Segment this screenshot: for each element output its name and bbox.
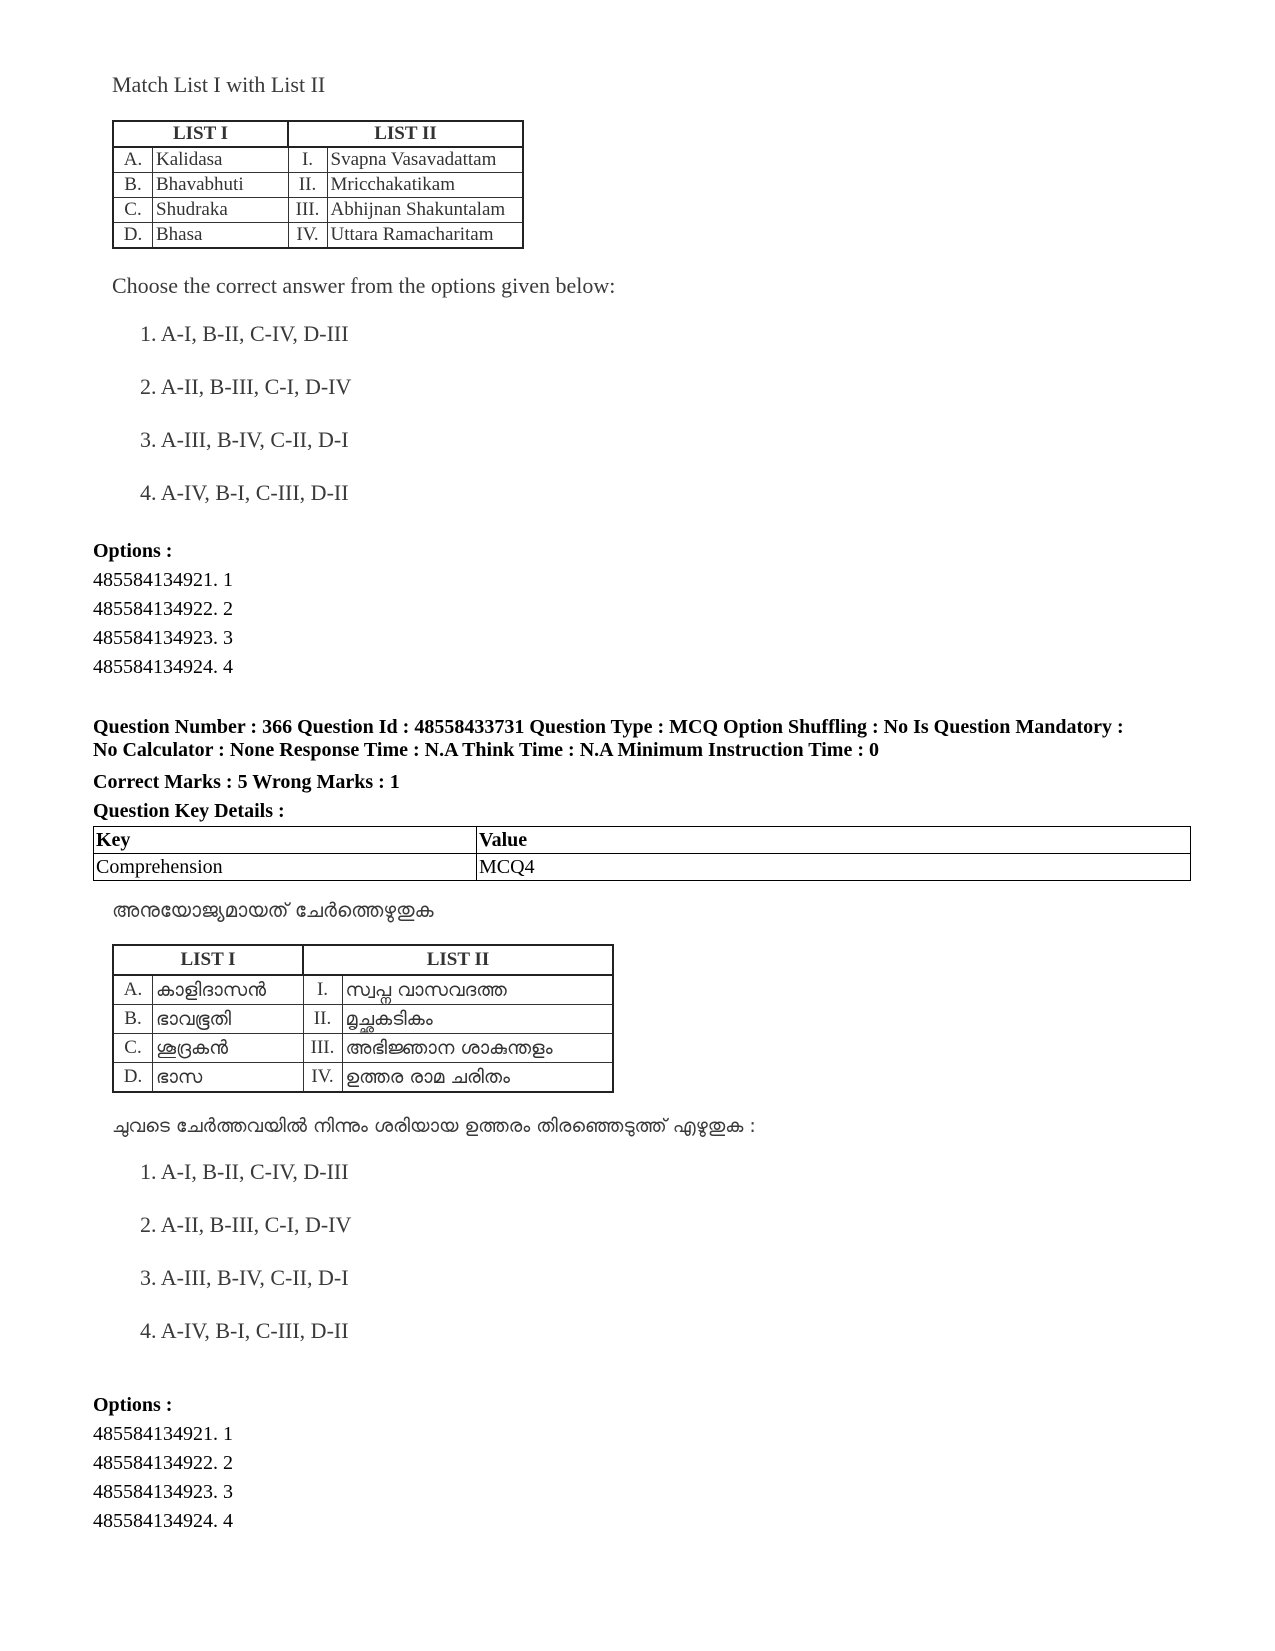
table-row xyxy=(113,1005,613,1034)
row-label: I. xyxy=(303,975,342,1005)
question-1-image xyxy=(100,72,615,533)
list-1-item: Kalidasa xyxy=(153,147,289,173)
row-label: B. xyxy=(113,1005,153,1034)
answer-choice: 4. A-IV, B-I, C-III, D-II xyxy=(140,480,349,505)
table-row xyxy=(113,1063,613,1093)
list-1-header: LIST I xyxy=(113,945,303,975)
option-item: 485584134924. 4 xyxy=(93,656,233,678)
option-item: 485584134924. 4 xyxy=(93,1510,233,1532)
value-cell: MCQ4 xyxy=(477,854,1191,881)
key-details-label: Question Key Details : xyxy=(93,800,285,822)
match-table xyxy=(112,944,614,1093)
list-1-item: ഭാവഭൂതി xyxy=(153,1005,304,1034)
row-label: B. xyxy=(113,173,153,198)
row-label: D. xyxy=(113,1063,153,1093)
option-item: 485584134923. 3 xyxy=(93,1481,233,1503)
row-label: II. xyxy=(303,1005,342,1034)
question-info-line-1: Question Number : 366 Question Id : 48558433731 Question Type : MCQ Option Shuffling : No Is Question Mandatory : xyxy=(93,716,1124,738)
answer-choice: 1. A-I, B-II, C-IV, D-III xyxy=(140,321,349,346)
list-1-item: Bhasa xyxy=(153,223,289,249)
answer-choice: 3. A-III, B-IV, C-II, D-I xyxy=(140,1265,349,1290)
row-label: III. xyxy=(288,198,327,223)
match-table xyxy=(112,120,524,249)
option-item: 485584134921. 1 xyxy=(93,1423,233,1445)
row-label: III. xyxy=(303,1034,342,1063)
list-2-item: സ്വപ്ന വാസവദത്ത xyxy=(342,975,613,1005)
option-item: 485584134921. 1 xyxy=(93,569,233,591)
options-label: Options : xyxy=(93,1394,173,1416)
row-label: I. xyxy=(288,147,327,173)
marks-line: Correct Marks : 5 Wrong Marks : 1 xyxy=(93,771,400,793)
answer-choice: 1. A-I, B-II, C-IV, D-III xyxy=(140,1159,349,1184)
list-2-item: Uttara Ramacharitam xyxy=(327,223,523,249)
option-item: 485584134923. 3 xyxy=(93,627,233,649)
list-2-item: Abhijnan Shakuntalam xyxy=(327,198,523,223)
options-label: Options : xyxy=(93,540,173,562)
table-row xyxy=(113,147,523,173)
key-header: Key xyxy=(94,827,477,854)
option-item: 485584134922. 2 xyxy=(93,1452,233,1474)
answer-choice: 2. A-II, B-III, C-I, D-IV xyxy=(140,1212,352,1237)
row-label: IV. xyxy=(288,223,327,249)
choose-instruction: ചുവടെ ചേർത്തവയിൽ നിന്നും ശരിയായ ഉത്തരം തിരഞ്ഞെടുത്ത് എഴുതുക : xyxy=(112,1115,756,1137)
table-row xyxy=(113,1034,613,1063)
table-row xyxy=(113,223,523,249)
row-label: A. xyxy=(113,975,153,1005)
question-heading: അനുയോജ്യമായത് ചേർത്തെഴുതുക xyxy=(112,898,434,922)
key-details-table xyxy=(93,826,1191,881)
key-cell: Comprehension xyxy=(94,854,477,881)
list-2-header: LIST II xyxy=(288,121,523,147)
list-1-item: Bhavabhuti xyxy=(153,173,289,198)
table-row xyxy=(113,975,613,1005)
table-row xyxy=(113,198,523,223)
question-2-options xyxy=(93,1391,1193,1536)
row-label: C. xyxy=(113,1034,153,1063)
list-1-item: ശൂദ്രകൻ xyxy=(153,1034,304,1063)
question-2-meta xyxy=(93,716,1193,881)
list-2-item: Svapna Vasavadattam xyxy=(327,147,523,173)
question-2-image xyxy=(100,898,756,1371)
list-2-item: അഭിജ്ഞാന ശാകുന്തളം xyxy=(342,1034,613,1063)
list-2-item: Mricchakatikam xyxy=(327,173,523,198)
question-info-line-2: No Calculator : None Response Time : N.A Think Time : N.A Minimum Instruction Time : 0 xyxy=(93,739,879,761)
row-label: IV. xyxy=(303,1063,342,1093)
answer-list xyxy=(140,1159,756,1371)
list-2-header: LIST II xyxy=(303,945,613,975)
table-row xyxy=(94,854,1191,881)
answer-choice: 2. A-II, B-III, C-I, D-IV xyxy=(140,374,352,399)
list-1-item: ഭാസ xyxy=(153,1063,304,1093)
list-1-item: Shudraka xyxy=(153,198,289,223)
answer-choice: 3. A-III, B-IV, C-II, D-I xyxy=(140,427,349,452)
row-label: D. xyxy=(113,223,153,249)
option-item: 485584134922. 2 xyxy=(93,598,233,620)
answer-list xyxy=(140,321,615,533)
list-2-item: മൃച്ഛകടികം xyxy=(342,1005,613,1034)
list-1-header: LIST I xyxy=(113,121,288,147)
list-2-item: ഉത്തര രാമ ചരിതം xyxy=(342,1063,613,1093)
row-label: C. xyxy=(113,198,153,223)
value-header: Value xyxy=(477,827,1191,854)
table-row xyxy=(113,173,523,198)
choose-instruction: Choose the correct answer from the options given below: xyxy=(112,273,616,298)
list-1-item: കാളിദാസൻ xyxy=(153,975,304,1005)
row-label: A. xyxy=(113,147,153,173)
row-label: II. xyxy=(288,173,327,198)
answer-choice: 4. A-IV, B-I, C-III, D-II xyxy=(140,1318,349,1343)
question-1-options xyxy=(93,537,1193,682)
question-heading: Match List I with List II xyxy=(112,72,326,97)
